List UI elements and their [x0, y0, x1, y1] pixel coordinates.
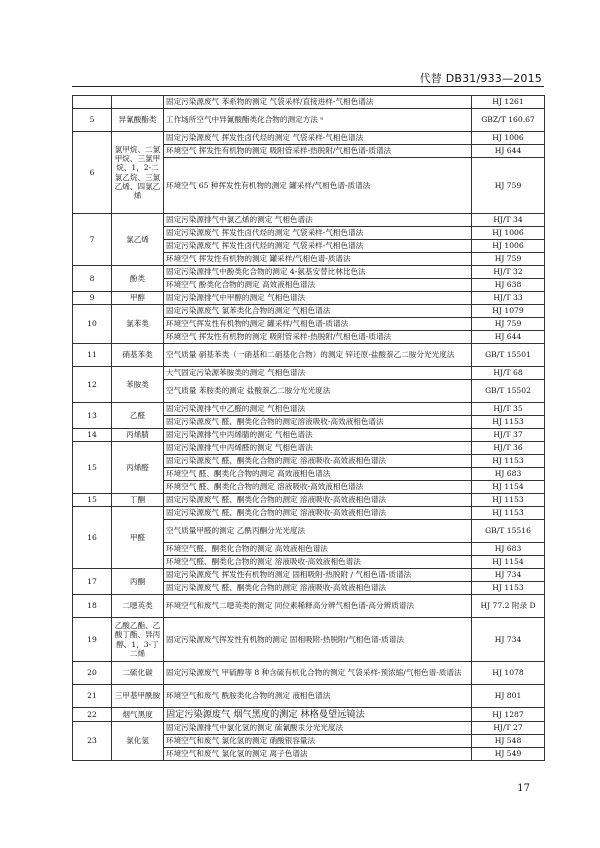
table-row: [73, 367, 545, 380]
table-row: [73, 214, 545, 227]
pollutant-name-cell: 硝基苯类: [112, 344, 164, 367]
table-row: [73, 662, 545, 685]
table-row: [73, 305, 545, 318]
standard-number-cell: HJ/T 68: [472, 367, 545, 380]
table-row: [73, 722, 545, 735]
pollutant-name-cell: 异氰酸酯类: [112, 109, 164, 132]
standard-number-cell: HJ/T 37: [472, 429, 545, 442]
method-cell: 固定污染源废气挥发性有机物的测定 固相吸附-热脱附/气相色谱-质谱法: [164, 618, 472, 662]
item-number-cell: 15: [73, 442, 112, 494]
standard-number-cell: GBZ/T 160.67: [472, 109, 545, 132]
table-row: [73, 292, 545, 305]
standard-number-cell: HJ 1153: [472, 416, 545, 429]
pollutant-name-cell: 氯苯类: [112, 305, 164, 344]
item-number-cell: 19: [73, 618, 112, 662]
item-number-cell: 17: [73, 569, 112, 595]
method-cell: 固定污染源废气 挥发性卤代烃的测定 气袋采样-气相色谱法: [164, 240, 472, 253]
pollutant-name-cell: 二硫化碳: [112, 662, 164, 685]
standard-number-cell: HJ 683: [472, 543, 545, 556]
method-cell: 固定污染源废气 挥发性卤代烃的测定 气袋采样-气相色谱法: [164, 132, 472, 145]
method-cell: 固定污染源排气中丙烯醛的测定 气相色谱法: [164, 442, 472, 455]
method-cell: 固定污染源废气 挥发性有机物的测定 固相吸附-热脱附 / 气相色谱-质谱法: [164, 569, 472, 582]
method-cell: 环境空气 挥发性有机物的测定 罐采样/气相色谱-质谱法: [164, 253, 472, 266]
method-cell: 环境空气和废气 氯化氢的测定 硝酸银容量法: [164, 735, 472, 748]
pollutant-name-cell: 丙酮: [112, 569, 164, 595]
method-cell: 环境空气 挥发性有机物的测定 吸附管采样-热脱附/气相色谱-质谱法: [164, 145, 472, 158]
header-rule: [72, 86, 544, 87]
item-number-cell: 5: [73, 109, 112, 132]
method-cell: 空气质量 苯胺类的测定 盐酸萘乙二胺分光光度法: [164, 380, 472, 403]
item-number-cell: 9: [73, 292, 112, 305]
standard-number-cell: HJ/T 33: [472, 292, 545, 305]
pollutant-name-cell: 丙烯腈: [112, 429, 164, 442]
method-cell: 固定污染源排气中甲醇的测定 气相色谱法: [164, 292, 472, 305]
table-row: [73, 708, 545, 722]
method-cell: 环境空气 醛、酮类化合物的测定 溶液吸收-高效液相色谱法: [164, 481, 472, 494]
standard-number-cell: GB/T 15516: [472, 520, 545, 543]
standard-number-cell: HJ 759: [472, 318, 545, 331]
table-body: [73, 96, 545, 761]
pollutant-name-cell: [112, 96, 164, 109]
standard-number-cell: HJ/T 36: [472, 442, 545, 455]
standard-number-cell: HJ 1154: [472, 556, 545, 569]
table-row: [73, 429, 545, 442]
standard-number-cell: HJ 801: [472, 685, 545, 708]
item-number-cell: 20: [73, 662, 112, 685]
pollutant-name-cell: 酚类: [112, 266, 164, 292]
method-cell: 固定污染源排气中氯乙烯的测定 气相色谱法: [164, 214, 472, 227]
pollutant-name-cell: 丙烯醛: [112, 442, 164, 494]
table-row: [73, 96, 545, 109]
standard-number-cell: HJ 1154: [472, 481, 545, 494]
standard-number-cell: HJ 759: [472, 253, 545, 266]
table-row: [73, 494, 545, 507]
item-number-cell: 13: [73, 403, 112, 429]
standard-number-cell: HJ 638: [472, 279, 545, 292]
standard-number-cell: HJ 734: [472, 569, 545, 582]
method-cell: 固定污染源废气 甲硫醇等 8 种含硫有机化合物的测定 气袋采样-预浓缩/气相色谱-质谱法: [164, 662, 472, 685]
pollutant-name-cell: 烟气黑度: [112, 708, 164, 722]
method-cell: 环境空气醛、酮类化合物的测定 高效液相色谱法: [164, 543, 472, 556]
item-number-cell: 10: [73, 305, 112, 344]
method-cell: 固定污染源废气 醛、酮类化合物的测定 溶液吸收-高效液相色谱法: [164, 507, 472, 520]
standard-number-cell: HJ 644: [472, 145, 545, 158]
standard-number-cell: HJ 1153: [472, 455, 545, 468]
method-cell: 环境空气和废气 酰胺类化合物的测定 液相色谱法: [164, 685, 472, 708]
pollutant-name-cell: 二噁英类: [112, 595, 164, 618]
standard-number-cell: HJ 1287: [472, 708, 545, 722]
standard-number-cell: HJ 759: [472, 158, 545, 214]
method-cell: 固定污染源废气 醛、酮类化合物的测定 溶液吸收-高效液相色谱法: [164, 582, 472, 595]
item-number-cell: 23: [73, 722, 112, 761]
item-number-cell: [73, 96, 112, 109]
standard-number-cell: HJ 1006: [472, 132, 545, 145]
standard-number-cell: HJ 1153: [472, 494, 545, 507]
table-row: [73, 569, 545, 582]
document-code: 代替 DB31/933—2015: [419, 72, 542, 85]
method-cell: 固定污染源废气 氯苯类化合物的测定 气相色谱法: [164, 305, 472, 318]
item-number-cell: 8: [73, 266, 112, 292]
item-number-cell: 14: [73, 429, 112, 442]
standard-number-cell: HJ 1261: [472, 96, 545, 109]
standards-table: [72, 95, 545, 761]
pollutant-name-cell: 三甲基甲酰胺: [112, 685, 164, 708]
standard-number-cell: HJ 734: [472, 618, 545, 662]
table-row: [73, 595, 545, 618]
method-cell: 环境空气和废气 氯化氢的测定 离子色谱法: [164, 748, 472, 761]
method-cell: 环境空气 65 种挥发性有机物的测定 罐采样/气相色谱-质谱法: [164, 158, 472, 214]
method-cell: 固定污染源排气中乙醛的测定 气相色谱法: [164, 403, 472, 416]
method-cell: 固定污染源废气 醛、酮类化合物的测定溶液吸收-高效液相色谱法: [164, 416, 472, 429]
page-number: 17: [517, 783, 530, 794]
pollutant-name-cell: 甲醛: [112, 507, 164, 569]
standard-number-cell: HJ 1006: [472, 227, 545, 240]
standard-number-cell: HJ 1079: [472, 305, 545, 318]
standard-number-cell: HJ 549: [472, 748, 545, 761]
standard-number-cell: GB/T 15502: [472, 380, 545, 403]
standard-number-cell: HJ 1153: [472, 507, 545, 520]
table-row: [73, 442, 545, 455]
pollutant-name-cell: 乙酸乙酯、乙酸丁酯、异丙醇、1，3-丁二烯: [112, 618, 164, 662]
table-row: [73, 266, 545, 279]
method-cell: 固定污染源废气 苯系物的测定 气袋采样/直接进样-气相色谱法: [164, 96, 472, 109]
pollutant-name-cell: 甲醇: [112, 292, 164, 305]
method-cell: 固定污染源排气中氯化氢的测定 硫氰酸汞分光光度法: [164, 722, 472, 735]
method-cell: 环境空气 挥发性有机物的测定 吸附管采样-热脱附/气相色谱-质谱法: [164, 331, 472, 344]
item-number-cell: 12: [73, 367, 112, 403]
item-number-cell: 7: [73, 214, 112, 266]
pollutant-name-cell: 氯甲烷、二氯甲烷、三氯甲烷、1，2-二氯乙烷、三氯乙烯、四氯乙烯: [112, 132, 164, 214]
item-number-cell: 18: [73, 595, 112, 618]
item-number-cell: 11: [73, 344, 112, 367]
method-cell: 环境空气醛、酮类化合物的测定 溶液吸收-高效液相色谱法: [164, 556, 472, 569]
table-row: [73, 403, 545, 416]
pollutant-name-cell: 丁酮: [112, 494, 164, 507]
pollutant-name-cell: 氯化氢: [112, 722, 164, 761]
item-number-cell: 16: [73, 507, 112, 569]
method-cell: 固定污染源废气 烟气黑度的测定 林格曼望远镜法: [164, 708, 472, 722]
standard-number-cell: HJ 1153: [472, 582, 545, 595]
pollutant-name-cell: 氯乙烯: [112, 214, 164, 266]
method-cell: 固定污染源废气 醛、酮类化合物的测定 溶液吸收-高效液相色谱法: [164, 455, 472, 468]
standard-number-cell: HJ 1006: [472, 240, 545, 253]
method-cell: 固定污染源废气 挥发性卤代烃的测定 气袋采样-气相色谱法: [164, 227, 472, 240]
method-cell: 固定污染源排气中丙烯腈的测定 气相色谱法: [164, 429, 472, 442]
standard-number-cell: HJ 548: [472, 735, 545, 748]
item-number-cell: 21: [73, 685, 112, 708]
method-cell: 工作场所空气中异氰酸酯类化合物的测定方法 ᵃ: [164, 109, 472, 132]
table-row: [73, 685, 545, 708]
pollutant-name-cell: 乙醛: [112, 403, 164, 429]
table-row: [73, 109, 545, 132]
table-row: [73, 132, 545, 145]
item-number-cell: 6: [73, 132, 112, 214]
standard-number-cell: HJ/T 27: [472, 722, 545, 735]
standard-number-cell: HJ/T 34: [472, 214, 545, 227]
standard-number-cell: HJ 77.2 附录 D: [472, 595, 545, 618]
method-cell: 固定污染源排气中酚类化合物的测定 4-氨基安替比林比色法: [164, 266, 472, 279]
table-row: [73, 344, 545, 367]
table-row: [73, 618, 545, 662]
table-row: [73, 507, 545, 520]
method-cell: 环境空气 酚类化合物的测定 高效液相色谱法: [164, 279, 472, 292]
method-cell: 空气质量甲醛的测定 乙酰丙酮分光光度法: [164, 520, 472, 543]
standard-number-cell: HJ/T 35: [472, 403, 545, 416]
standard-number-cell: GB/T 15501: [472, 344, 545, 367]
method-cell: 空气质量 硝基苯类（一硝基和二硝基化合物）的测定 锌还原-盐酸萘乙二胺分光光度法: [164, 344, 472, 367]
method-cell: 环境空气和废气二噁英类的测定 同位素稀释高分辨气相色谱-高分辨质谱法: [164, 595, 472, 618]
method-cell: 环境空气 醛、酮类化合物的测定 高效液相色谱法: [164, 468, 472, 481]
pollutant-name-cell: 苯胺类: [112, 367, 164, 403]
item-number-cell: 22: [73, 708, 112, 722]
item-number-cell: 15: [73, 494, 112, 507]
method-cell: 大气固定污染源苯胺类的测定 气相色谱法: [164, 367, 472, 380]
standard-number-cell: HJ/T 32: [472, 266, 545, 279]
standard-number-cell: HJ 644: [472, 331, 545, 344]
standard-number-cell: HJ 1078: [472, 662, 545, 685]
standard-number-cell: HJ 683: [472, 468, 545, 481]
method-cell: 固定污染源废气 醛、酮类化合物的测定 溶液吸收-高效液相色谱法: [164, 494, 472, 507]
method-cell: 环境空气挥发性有机物的测定 罐采样/气相色谱-质谱法: [164, 318, 472, 331]
